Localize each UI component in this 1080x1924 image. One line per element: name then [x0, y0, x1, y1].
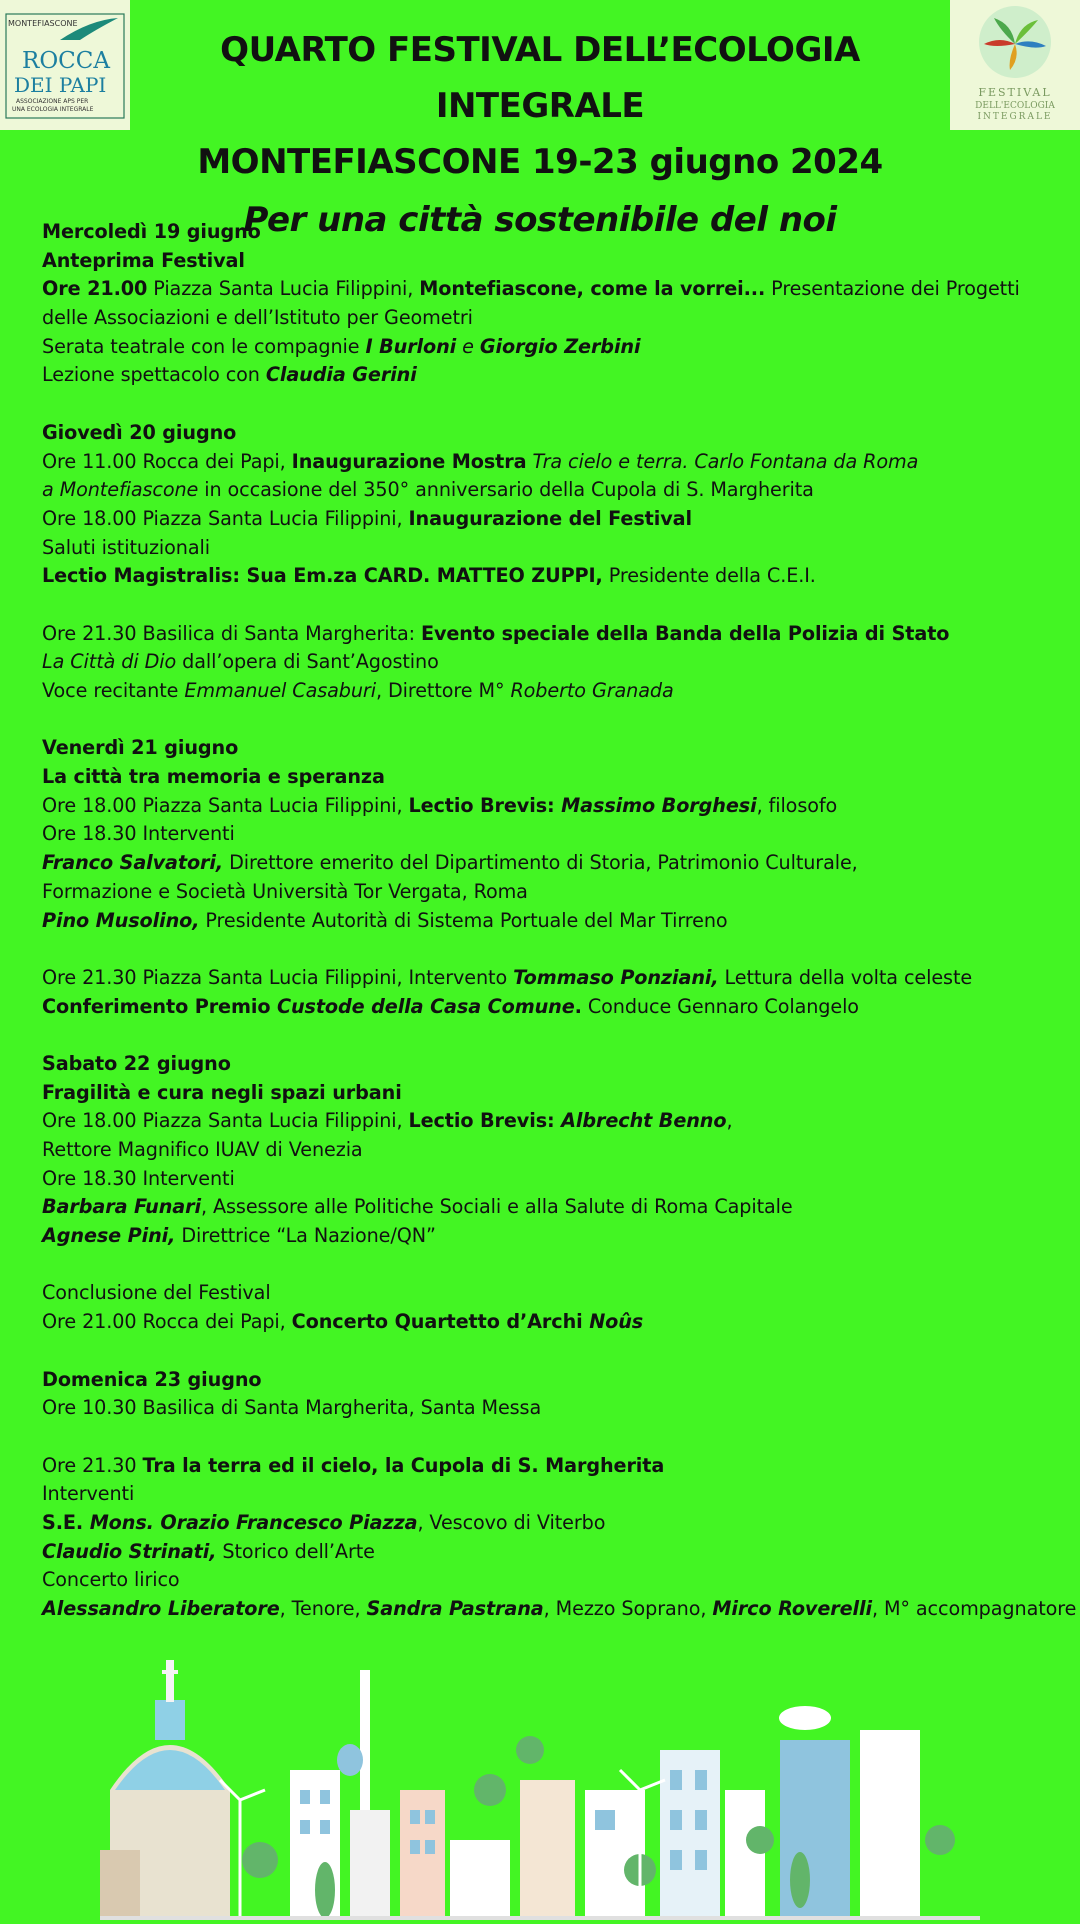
event-line: Franco Salvatori, Direttore emerito del Dipartimento di Storia, Patrimonio Culturale,: [42, 851, 858, 875]
header: [130, 0, 950, 250]
logo-right-l1: FESTIVAL: [978, 86, 1052, 99]
event-line: Ore 11.00 Rocca dei Papi, Inaugurazione Mostra Tra cielo e terra. Carlo Fontana da Roma: [42, 449, 919, 473]
program: [42, 218, 1077, 1624]
event-line: Formazione e Società Università Tor Vergata, Roma: [42, 879, 528, 903]
theme-sat: Fragilità e cura negli spazi urbani: [42, 1080, 402, 1104]
event-line: Conferimento Premio Custode della Casa Comune. Conduce Gennaro Colangelo: [42, 994, 859, 1018]
event-line: Conclusione del Festival: [42, 1281, 271, 1305]
event-line: Ore 18.00 Piazza Santa Lucia Filippini, Lectio Brevis: Albrecht Benno,: [42, 1109, 733, 1133]
day-heading-sat: Sabato 22 giugno: [42, 1051, 231, 1075]
event-line: S.E. Mons. Orazio Francesco Piazza, Vescovo di Viterbo: [42, 1510, 606, 1534]
event-line: Alessandro Liberatore, Tenore, Sandra Pastrana, Mezzo Soprano, Mirco Roverelli, M° accompagnatore: [42, 1597, 1077, 1620]
festival-dates: MONTEFIASCONE 19-23 giugno 2024: [197, 142, 883, 182]
logo-left-top: MONTEFIASCONE: [8, 19, 78, 28]
festival-logo: [950, 0, 1080, 130]
event-line: Barbara Funari, Assessore alle Politiche Sociali e alla Salute di Roma Capitale: [42, 1195, 793, 1219]
event-line: a Montefiascone in occasione del 350° anniversario della Cupola di S. Margherita: [42, 478, 814, 502]
logo-right-l3: INTEGRALE: [977, 112, 1053, 122]
day-heading-wed: Mercoledì 19 giugno: [42, 220, 261, 243]
theme-wed: Anteprima Festival: [42, 248, 245, 272]
event-line: Claudio Strinati, Storico dell’Arte: [42, 1539, 375, 1563]
event-line: delle Associazioni e dell’Istituto per Geometri: [42, 306, 473, 330]
day-heading-thu: Giovedì 20 giugno: [42, 420, 237, 444]
logo-left-main2: DEI PAPI: [14, 73, 107, 97]
event-line: Serata teatrale con le compagnie I Burloni e Giorgio Zerbini: [42, 334, 641, 358]
event-line: Ore 10.30 Basilica di Santa Margherita, Santa Messa: [42, 1396, 542, 1420]
rocca-dei-papi-logo: [0, 0, 130, 130]
logo-right-l2: DELL'ECOLOGIA: [975, 101, 1055, 111]
event-line: Ore 21.00 Rocca dei Papi, Concerto Quartetto d’Archi Noûs: [42, 1310, 644, 1334]
event-line: Ore 18.00 Piazza Santa Lucia Filippini, Lectio Brevis: Massimo Borghesi, filosofo: [42, 793, 838, 817]
event-line: Lezione spettacolo con Claudia Gerini: [42, 363, 417, 387]
logo-left-main1: ROCCA: [22, 48, 110, 74]
festival-title: QUARTO FESTIVAL DELL’ECOLOGIA INTEGRALE: [220, 30, 860, 126]
event-line: Lectio Magistralis: Sua Em.za CARD. MATTEO ZUPPI, Presidente della C.E.I.: [42, 564, 816, 588]
event-line: Ore 18.00 Piazza Santa Lucia Filippini, Inaugurazione del Festival: [42, 506, 692, 530]
event-line: Voce recitante Emmanuel Casaburi, Direttore M° Roberto Granada: [42, 679, 674, 702]
event-line: Ore 21.30 Tra la terra ed il cielo, la Cupola di S. Margherita: [42, 1453, 665, 1477]
day-heading-fri: Venerdì 21 giugno: [42, 736, 239, 760]
logo-left-sub1: ASSOCIAZIONE APS PER: [16, 98, 89, 105]
theme-fri: La città tra memoria e speranza: [42, 765, 385, 789]
event-line: Ore 21.00 Piazza Santa Lucia Filippini, Montefiascone, come la vorrei... Presentazione dei Progetti: [42, 277, 1020, 301]
event-line: Rettore Magnifico IUAV di Venezia: [42, 1138, 363, 1161]
event-line: Ore 18.30 Interventi: [42, 1166, 235, 1190]
event-line: Saluti istituzionali: [42, 535, 210, 559]
event-line: Agnese Pini, Direttrice “La Nazione/QN”: [42, 1224, 436, 1248]
event-line: Ore 18.30 Interventi: [42, 822, 235, 846]
sustainable-city-illustration: [100, 1640, 980, 1920]
event-line: Interventi: [42, 1482, 135, 1506]
event-line: La Città di Dio dall’opera di Sant’Agostino: [42, 650, 439, 674]
event-line: Ore 21.30 Piazza Santa Lucia Filippini, Intervento Tommaso Ponziani, Lettura della volta celeste: [42, 965, 973, 989]
festival-tagline: Per una città sostenibile del noi: [243, 200, 837, 240]
event-line: Ore 21.30 Basilica di Santa Margherita: Evento speciale della Banda della Polizia di Stato: [42, 621, 950, 645]
event-line: Pino Musolino, Presidente Autorità di Sistema Portuale del Mar Tirreno: [42, 908, 728, 932]
logo-left-sub2: UNA ECOLOGIA INTEGRALE: [12, 106, 94, 113]
event-line: Concerto lirico: [42, 1568, 180, 1592]
day-heading-sun: Domenica 23 giugno: [42, 1367, 262, 1391]
